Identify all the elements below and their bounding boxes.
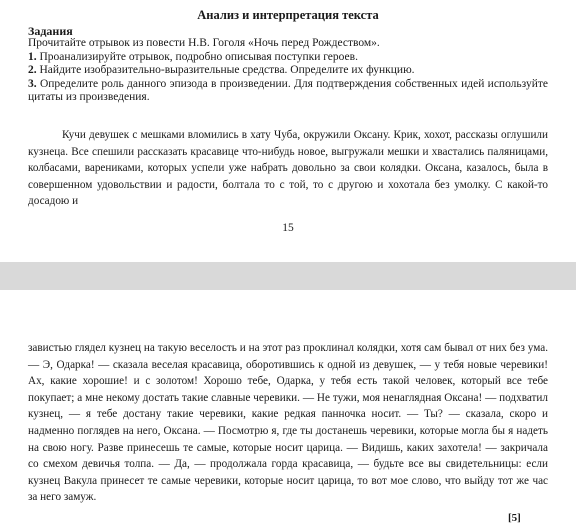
task-text: Найдите изобразительно-выразительные средства. Определите их функцию. (39, 64, 415, 77)
task-heading: Задания (28, 24, 73, 38)
task-number: 2. (28, 64, 37, 77)
page-number: 15 (282, 222, 294, 234)
task-intro: Прочитайте отрывок из повести Н.В. Гоголя «Ночь перед Рождеством». (28, 37, 380, 49)
page-bottom (0, 290, 576, 524)
task-number: 1. (28, 50, 37, 63)
document-title: Анализ и интерпретация текста (197, 8, 379, 22)
task-item-3 (28, 78, 548, 105)
task-list (28, 37, 548, 105)
task-item-2 (28, 64, 548, 78)
task-number: 3. (28, 77, 37, 90)
task-item-1 (28, 51, 548, 65)
task-text: Проанализируйте отрывок, подробно описывая поступки героев. (39, 50, 358, 63)
excerpt-continuation: завистью глядел кузнец на такую веселость и на этот раз проклинал колядки, хотя сам бывал от них без ума. — Э, Одарка! — сказала веселая красавица, оборотившись к одной из девушек, — у тебя новые черевики! Ах, какие хорошие! и с золотом! Хорошо тебе, Одарка, у тебя есть такой человек, который все тебе покупает; а мне некому достать такие славные черевики. — Не тужи, моя ненаглядная Оксана! — подхватил кузнец, — я тебе достану такие черевики, какие редкая панночка носит. — Ты? — сказала, скоро и надменно поглядев на него, Оксана. — Посмотрю я, где ты достанешь черевики, которые могла бы я надеть на свою ногу. Разве принесешь те самые, которые носит царица. — Видишь, каких захотела! — закричала со смехом девичья толпа. — Да, — продолжала горда красавица, — будьте все вы свидетельницы: если кузнец Вакула принесет те самые черевики, которые носит царица, то вот мое слово, что выйду тот же час за него замуж. (28, 342, 548, 504)
task-text: Определите роль данного эпизода в произведении. Для подтверждения собственных идей используйте цитаты из произведения. (28, 77, 549, 104)
points-mark: [5] (508, 512, 521, 524)
excerpt-paragraph: Кучи девушек с мешками вломились в хату Чуба, окружили Оксану. Крик, хохот, рассказы оглушили кузнеца. Все спешили рассказать красавице что-нибудь новое, выгружали мешки и хвастались паляницами, колбасами, варениками, которых успели уже набрать довольно за свои колядки. Оксана, казалось, была в совершенном удовольствии и радости, болтала то с той, то с другою и хохотала без умолку. С какой-то досадою и (28, 129, 548, 208)
page-separator (0, 262, 576, 290)
